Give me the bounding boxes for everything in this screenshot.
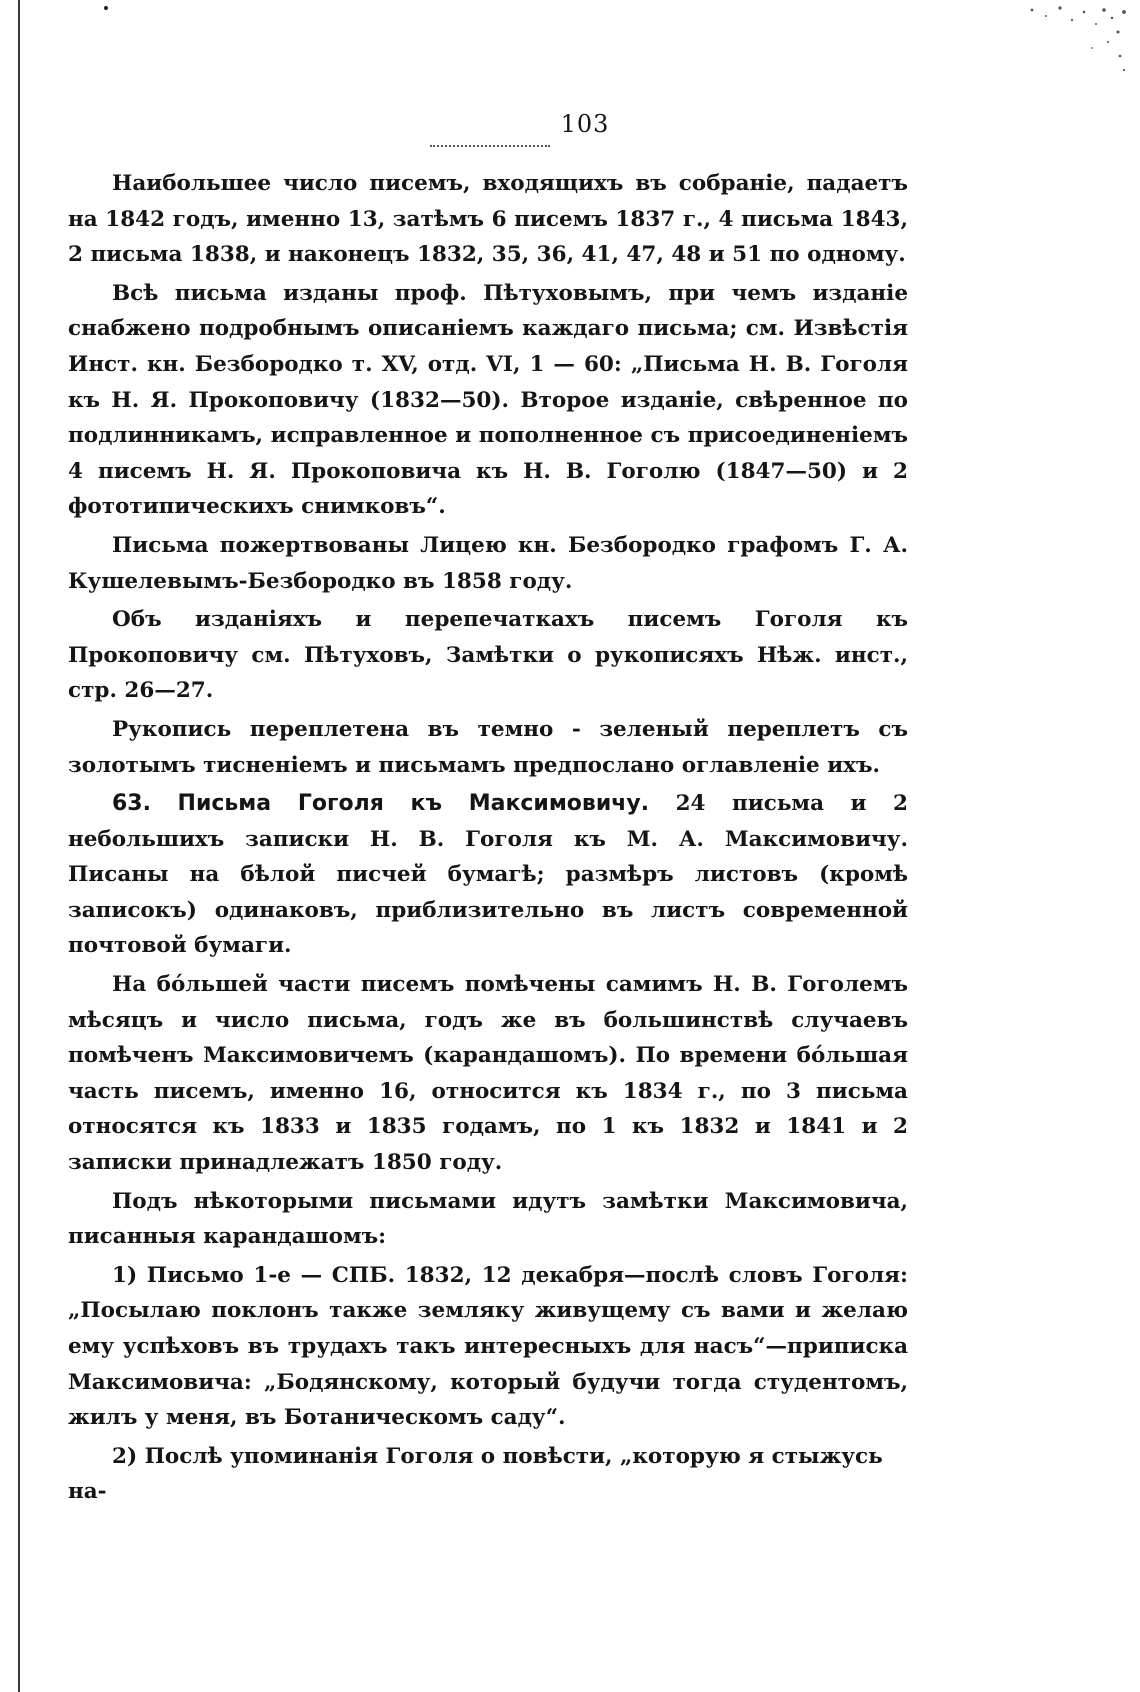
paragraph: Подъ нѣкоторыми письмами идутъ замѣтки Максимовича, писанныя карандашомъ:	[68, 1188, 908, 1250]
catalog-entry	[68, 786, 908, 964]
page-edge-line	[18, 0, 20, 1692]
paragraph: Всѣ письма изданы проф. Пѣтуховымъ, при чемъ изданіе снабжено подробнымъ описаніемъ каждаго письма; см. Извѣстія Инст. кн. Безбородко т. XV, отд. VI, 1 — 60: „Письма Н. В. Гоголя къ Н. Я. Прокоповичу (1832—50). Второе изданіе, свѣренное по подлинникамъ, исправленное и пополненное съ присоединеніемъ 4 писемъ Н. Я. Прокоповича къ Н. В. Гоголю (1847—50) и 2 фототипическихъ снимковъ“.	[68, 280, 908, 520]
paragraph: Объ изданіяхъ и перепечаткахъ писемъ Гоголя къ Прокоповичу см. Пѣтуховъ, Замѣтки о рукописяхъ Нѣж. инст., стр. 26—27.	[68, 607, 908, 704]
paragraph: Наибольшее число писемъ, входящихъ въ собраніе, падаетъ на 1842 годъ, именно 13, затѣмъ 6 писемъ 1837 г., 4 письма 1843, 2 письма 1838, и наконецъ 1832, 35, 36, 41, 47, 48 и 51 по одному.	[68, 171, 908, 268]
entry-title: Письма Гоголя къ Максимовичу.	[177, 791, 650, 817]
entry-number: 63.	[112, 791, 151, 817]
entry-text: 24 письма и 2 небольшихъ записки Н. В. Гоголя къ М. А. Максимовичу. Писаны на бѣлой писчей бумагѣ; размѣръ листовъ (кромѣ записокъ) одинаковъ, приблизительно въ листъ современной почтовой бумаги.	[68, 791, 908, 959]
scan-noise	[1012, 4, 1132, 84]
body-text	[68, 166, 908, 1513]
page-number: 103	[560, 110, 610, 138]
paragraph: 2) Послѣ упоминанія Гоголя о повѣсти, „которую я стыжусь на-	[68, 1443, 883, 1505]
paragraph: 1) Письмо 1-е — СПБ. 1832, 12 декабря—послѣ словъ Гоголя: „Посылаю поклонъ также земляку живущему съ вами и желаю ему успѣховъ въ трудахъ такъ интересныхъ для насъ“—приписка Максимовича: „Бодянскому, который будучи тогда студентомъ, жилъ у меня, въ Ботаническомъ саду“.	[68, 1262, 908, 1431]
scan-speck	[104, 6, 108, 10]
paragraph: На бóльшей части писемъ помѣчены самимъ Н. В. Гоголемъ мѣсяцъ и число письма, годъ же въ большинствѣ случаевъ помѣченъ Максимовичемъ (карандашомъ). По времени бóльшая часть писемъ, именно 16, относится къ 1834 г., по 3 письма относятся къ 1833 и 1835 годамъ, по 1 къ 1832 и 1841 и 2 записки принадлежатъ 1850 году.	[68, 972, 908, 1176]
page-number-underline	[430, 145, 550, 147]
paragraph: Рукопись переплетена въ темно - зеленый переплетъ съ золотымъ тисненіемъ и письмамъ предпослано оглавленіе ихъ.	[68, 716, 908, 778]
paragraph: Письма пожертвованы Лицею кн. Безбородко графомъ Г. А. Кушелевымъ-Безбородко въ 1858 году.	[68, 532, 908, 594]
